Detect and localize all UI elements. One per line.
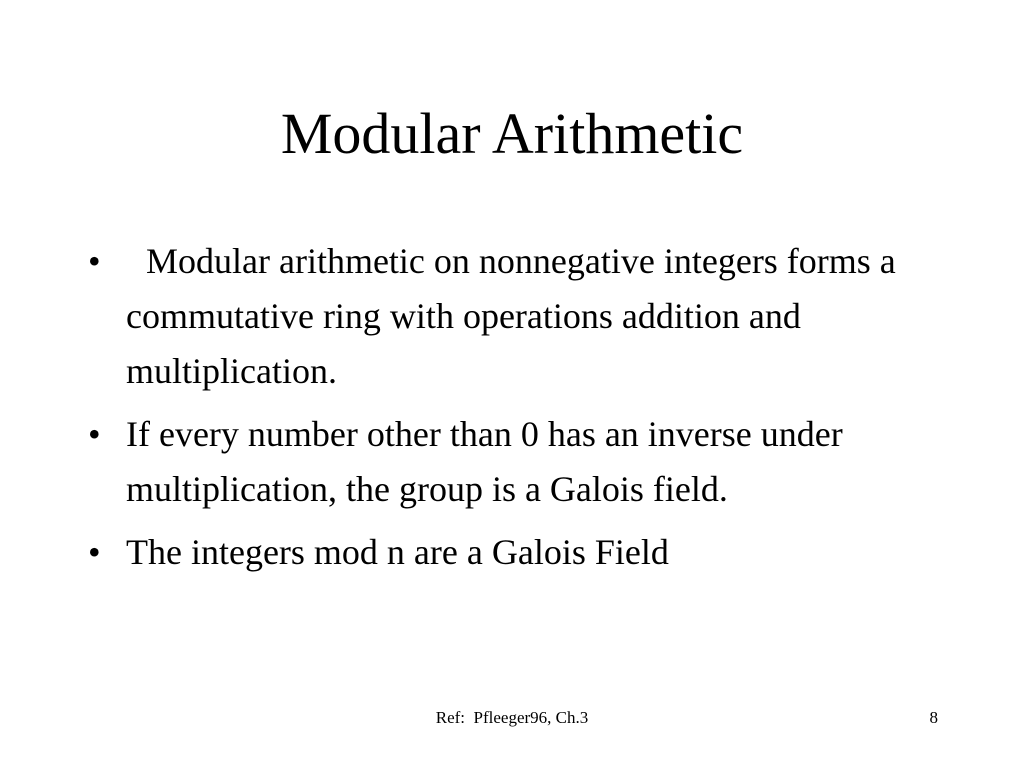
bullet-marker: •: [88, 414, 101, 454]
bullet-text: The integers mod n are a Galois Field: [126, 532, 669, 572]
slide-title: Modular Arithmetic: [280, 101, 744, 166]
bullet-list: [88, 234, 968, 588]
footer-reference: Ref: Pfleeger96, Ch.3: [435, 708, 589, 727]
bullet-text-content: Modular arithmetic on nonnegative integers forms a commutative ring with operations addition and multiplication.: [126, 241, 896, 391]
bullet-marker: •: [88, 532, 101, 572]
bullet-item: [88, 525, 968, 580]
bullet-item: [88, 407, 968, 517]
bullet-item: [88, 234, 968, 399]
bullet-text: If every number other than 0 has an inverse under multiplication, the group is a Galois field.: [126, 414, 843, 509]
bullet-text: [126, 234, 968, 399]
page-number: 8: [929, 708, 938, 727]
bullet-marker: •: [88, 241, 101, 281]
